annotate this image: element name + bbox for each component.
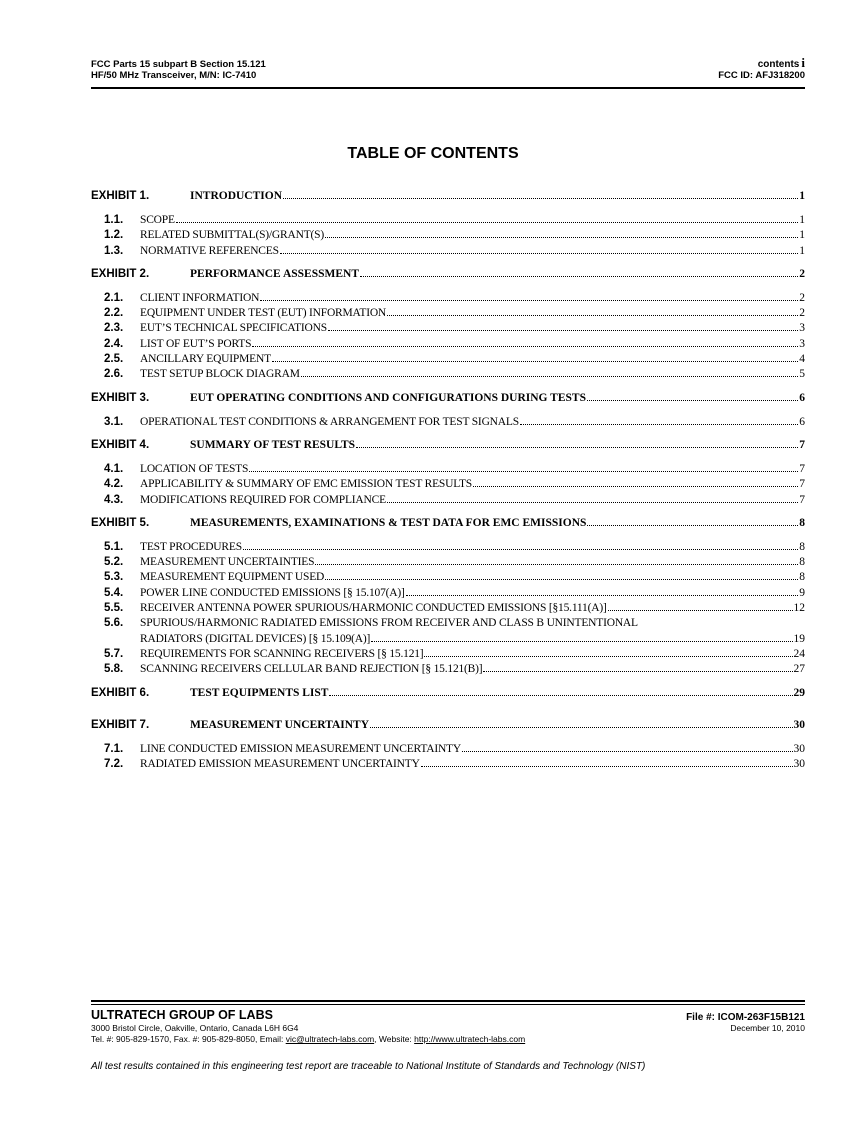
exhibit-title: SUMMARY OF TEST RESULTS [190,438,356,451]
spacer [91,679,805,686]
section-page: 2 [799,307,805,320]
toc-section-entry[interactable] [91,541,805,556]
header-fcc-id: FCC ID: AFJ318200 [718,70,805,81]
exhibit-number: EXHIBIT 4. [91,438,150,451]
section-number: 5.7. [104,647,124,660]
section-title: RELATED SUBMITTAL(S)/GRANT(S) [140,229,324,242]
section-title: EQUIPMENT UNDER TEST (EUT) INFORMATION [140,307,387,320]
dot-leader [272,361,798,362]
toc-section-entry[interactable] [91,617,805,632]
section-number: 5.6. [104,617,124,630]
section-title: EUT’S TECHNICAL SPECIFICATIONS [140,322,327,335]
section-title: MODIFICATIONS REQUIRED FOR COMPLIANCE [140,493,386,506]
section-number: 5.5. [104,602,124,615]
footer-rule [91,1000,805,1002]
toc-exhibit-entry[interactable] [91,439,805,457]
dot-leader [371,641,792,642]
section-title: LOCATION OF TESTS [140,462,249,475]
section-title: ANCILLARY EQUIPMENT [140,353,271,366]
toc-section-entry[interactable] [91,292,805,307]
footer-rule-thin [91,1004,805,1005]
toc-section-entry[interactable] [91,478,805,493]
header-page-number: i [801,55,805,70]
header-product: HF/50 MHz Transceiver, M/N: IC-7410 [91,70,257,81]
section-page: 7 [799,493,805,506]
spacer [91,773,805,780]
section-page: 7 [799,462,805,475]
toc-section-entry[interactable] [91,307,805,322]
exhibit-number: EXHIBIT 2. [91,267,150,280]
toc-exhibit-entry[interactable] [91,517,805,535]
header-rule [91,87,805,89]
section-page: 8 [799,540,805,553]
section-number: 7.1. [104,742,124,755]
section-title: NORMATIVE REFERENCES [140,244,279,257]
page-title: TABLE OF CONTENTS [347,145,519,162]
dot-leader [387,315,798,316]
section-number: 5.3. [104,571,124,584]
section-title: SCOPE [140,214,175,226]
exhibit-page: 1 [799,190,805,202]
toc-exhibit-entry[interactable] [91,719,805,737]
section-title: RECEIVER ANTENNA POWER SPURIOUS/HARMONIC CONDUCTED EMISSIONS [§15.111(A)] [140,602,607,615]
dot-leader [301,376,799,377]
exhibit-title: MEASUREMENT UNCERTAINTY [190,718,370,731]
dot-leader [370,727,792,728]
section-title: MEASUREMENT EQUIPMENT USED [140,571,325,584]
dot-leader [406,595,799,596]
section-number: 2.5. [104,353,124,366]
section-title: TEST SETUP BLOCK DIAGRAM [140,368,300,381]
header-contents-text: contents [757,59,800,70]
section-number: 5.8. [104,663,124,676]
exhibit-number: EXHIBIT 6. [91,686,150,699]
section-page: 1 [799,229,805,242]
toc-section-entry[interactable] [91,758,805,773]
exhibit-page: 30 [793,718,805,731]
toc-section-entry[interactable] [91,353,805,368]
toc-section-entry[interactable] [91,322,805,337]
toc-exhibit-entry[interactable] [91,687,805,705]
section-page: 2 [799,291,805,304]
section-title: RADIATED EMISSION MEASUREMENT UNCERTAINTY [140,757,420,770]
toc-exhibit-entry[interactable] [91,268,805,286]
toc-section-entry[interactable] [91,368,805,383]
dot-leader [421,766,793,767]
section-number: 5.2. [104,556,124,569]
exhibit-page: 6 [799,391,805,404]
section-page: 24 [793,647,805,660]
section-title: SPURIOUS/HARMONIC RADIATED EMISSIONS FROM RECEIVER AND CLASS B UNINTENTIONAL [140,617,638,630]
exhibit-number: EXHIBIT 1. [91,190,150,202]
dot-leader [283,198,798,199]
footer-date: December 10, 2010 [730,1023,805,1033]
section-number: 2.4. [104,337,124,350]
exhibit-title: MEASUREMENTS, EXAMINATIONS & TEST DATA FOR EMC EMISSIONS [190,516,587,529]
toc-exhibit-entry[interactable] [91,392,805,410]
footer-address: 3000 Bristol Circle, Oakville, Ontario, Canada L6H 6G4 [91,1023,299,1033]
dot-leader [360,276,798,277]
header-page-label [758,55,805,71]
section-page: 12 [793,602,805,615]
section-title: REQUIREMENTS FOR SCANNING RECEIVERS [§ 15.121] [140,647,424,660]
toc-section-entry[interactable] [91,229,805,244]
dot-leader [462,751,793,752]
exhibit-title: EUT OPERATING CONDITIONS AND CONFIGURATIONS DURING TESTS [190,391,586,404]
footer-website-label: , Website: [374,1034,415,1044]
section-page: 3 [799,322,805,335]
exhibit-page: 2 [799,267,805,280]
exhibit-number: EXHIBIT 7. [91,718,150,731]
toc-section-entry[interactable] [91,743,805,758]
section-page: 9 [799,586,805,599]
section-number: 2.6. [104,368,124,381]
section-page: 4 [799,353,805,366]
toc-section-entry[interactable] [91,663,805,678]
dot-leader [520,424,798,425]
dot-leader [328,330,798,331]
footer-contact [91,1034,525,1045]
section-page: 3 [799,337,805,350]
dot-leader [176,222,798,223]
section-number: 7.2. [104,757,124,770]
toc-section-entry[interactable] [91,571,805,586]
section-number: 1.1. [104,214,124,226]
section-title: LIST OF EUT’S PORTS [140,337,252,350]
section-page: 6 [799,415,805,428]
spacer [91,260,805,267]
section-title-continued: RADIATORS (DIGITAL DEVICES) [§ 15.109(A)] [140,632,371,645]
dot-leader [315,564,798,565]
dot-leader [243,549,798,550]
toc-exhibit-entry[interactable] [91,190,805,208]
page-header [91,55,805,89]
exhibit-title: TEST EQUIPMENTS LIST [190,686,329,699]
section-title: TEST PROCEDURES [140,540,242,553]
section-number: 2.3. [104,322,124,335]
exhibit-page: 7 [799,438,805,451]
dot-leader [280,253,798,254]
section-page: 1 [799,244,805,257]
section-title: MEASUREMENT UNCERTAINTIES [140,556,315,569]
toc-section-entry[interactable] [91,602,805,617]
section-number: 2.1. [104,291,124,304]
spacer [91,711,805,718]
section-page: 5 [799,368,805,381]
spacer [91,384,805,391]
section-number: 2.2. [104,307,124,320]
dot-leader [387,502,798,503]
section-page: 1 [799,214,805,226]
footer-nist-statement: All test results contained in this engineering test report are traceable to National Institute of Standards and Technology (NIST) [91,1061,646,1072]
dot-leader [473,486,798,487]
toc-section-entry[interactable] [91,338,805,353]
section-number: 1.3. [104,244,124,257]
footer-organization: ULTRATECH GROUP OF LABS [91,1008,273,1022]
footer-phone-fax: Tel. #: 905-829-1570, Fax. #: 905-829-8050, Email: [91,1034,286,1044]
section-title: POWER LINE CONDUCTED EMISSIONS [§ 15.107(A)] [140,586,405,599]
section-number: 5.1. [104,540,124,553]
section-title: LINE CONDUCTED EMISSION MEASUREMENT UNCERTAINTY [140,742,461,755]
dot-leader [424,656,792,657]
section-number: 1.2. [104,229,124,242]
page-footer [91,1000,805,1072]
toc-section-entry[interactable] [91,587,805,602]
spacer [91,509,805,516]
section-page: 8 [799,556,805,569]
dot-leader [325,579,798,580]
table-of-contents [91,189,805,780]
dot-leader [329,695,792,696]
section-page: 30 [793,742,805,755]
section-title: OPERATIONAL TEST CONDITIONS & ARRANGEMENT FOR TEST SIGNALS [140,415,519,428]
footer-file-number: File #: ICOM-263F15B121 [686,1012,805,1023]
dot-leader [260,300,798,301]
toc-section-entry-continued[interactable] [91,633,805,648]
footer-website-link[interactable]: http://www.ultratech-labs.com [414,1034,526,1044]
exhibit-title: INTRODUCTION [190,190,283,202]
exhibit-page: 29 [793,686,805,699]
exhibit-page: 8 [799,516,805,529]
spacer [91,431,805,438]
section-page: 7 [799,478,805,491]
dot-leader [483,671,792,672]
section-number: 4.2. [104,478,124,491]
dot-leader [356,447,798,448]
section-page: 27 [793,663,805,676]
section-number: 5.4. [104,586,124,599]
toc-section-entry[interactable] [91,214,805,229]
toc-section-entry[interactable] [91,494,805,509]
section-page: 30 [793,757,805,770]
toc-section-entry[interactable] [91,463,805,478]
header-standard: FCC Parts 15 subpart B Section 15.121 [91,59,266,70]
section-page: 19 [793,632,805,645]
section-number: 3.1. [104,415,124,428]
section-page: 8 [799,571,805,584]
section-number: 4.1. [104,462,124,475]
dot-leader [325,237,798,238]
toc-section-entry[interactable] [91,648,805,663]
section-title: APPLICABILITY & SUMMARY OF EMC EMISSION TEST RESULTS [140,478,472,491]
toc-section-entry[interactable] [91,245,805,260]
section-title: CLIENT INFORMATION [140,291,260,304]
footer-email-link[interactable]: vic@ultratech-labs.com [285,1034,375,1044]
exhibit-title: PERFORMANCE ASSESSMENT [190,267,360,280]
dot-leader [252,346,798,347]
dot-leader [249,471,798,472]
section-title: SCANNING RECEIVERS CELLULAR BAND REJECTION [§ 15.121(B)] [140,663,483,676]
dot-leader [608,610,793,611]
exhibit-number: EXHIBIT 5. [91,516,150,529]
dot-leader [587,525,798,526]
toc-section-entry[interactable] [91,556,805,571]
exhibit-number: EXHIBIT 3. [91,391,150,404]
dot-leader [587,400,798,401]
toc-section-entry[interactable] [91,416,805,431]
section-number: 4.3. [104,493,124,506]
